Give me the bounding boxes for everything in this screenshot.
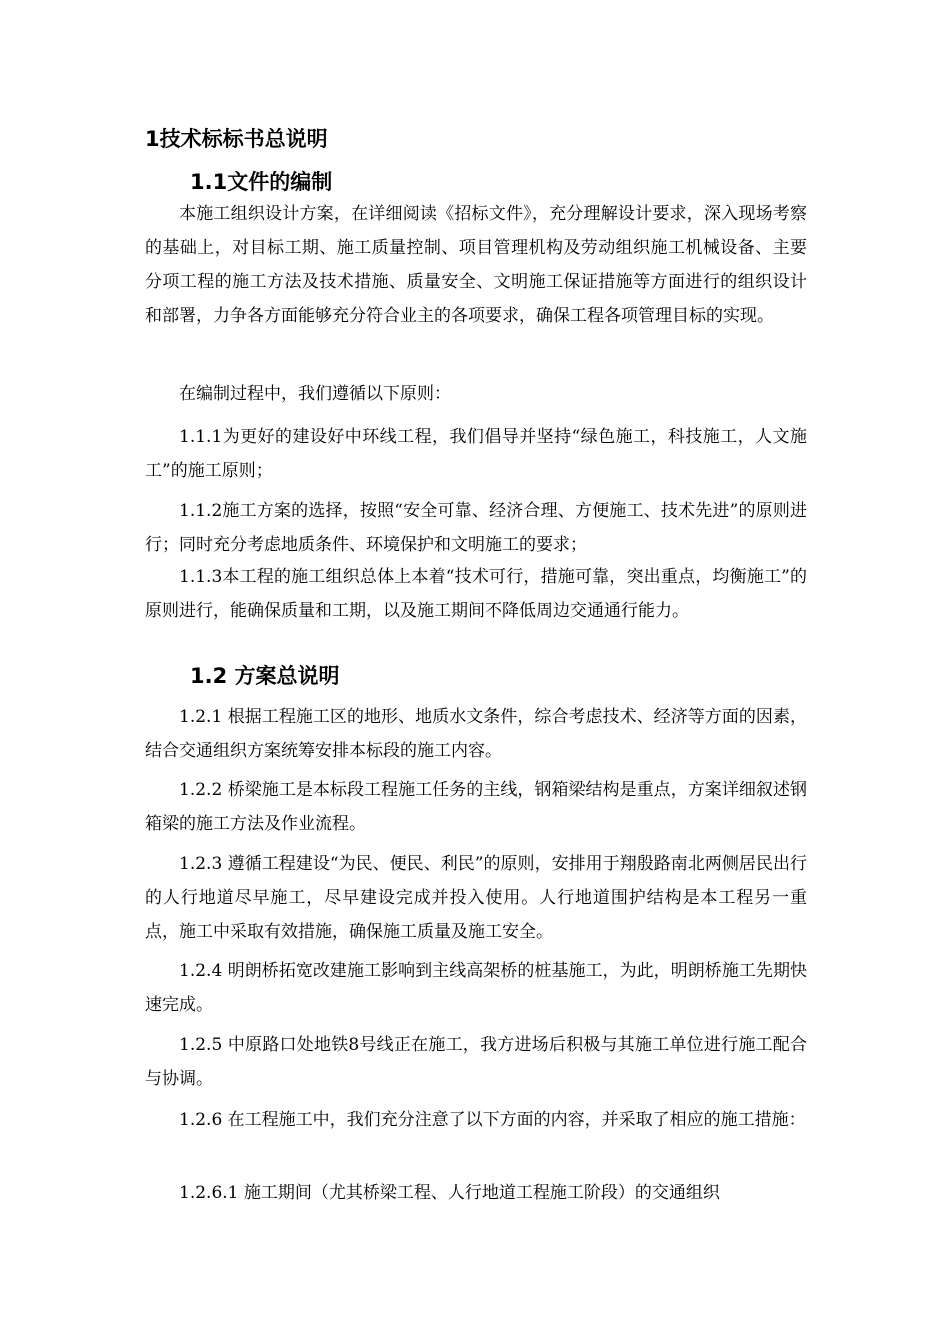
heading-technical-bid-overview: 1技术标标书总说明 bbox=[145, 127, 328, 151]
paragraph-1-1-1: 1.1.1为更好的建设好中环线工程，我们倡导并坚持“绿色施工，科技施工，人文施工”的施工原则； bbox=[145, 427, 807, 481]
heading-section-1-2: 1.2 方案总说明 bbox=[190, 664, 340, 688]
paragraph-principles-lead: 在编制过程中，我们遵循以下原则： bbox=[179, 384, 451, 404]
paragraph-1-2-6-1: 1.2.6.1 施工期间（尤其桥梁工程、人行地道工程施工阶段）的交通组织 bbox=[179, 1183, 720, 1203]
paragraph-1-2-1: 1.2.1 根据工程施工区的地形、地质水文条件，综合考虑技术、经济等方面的因素，结合交通组织方案统筹安排本标段的施工内容。 bbox=[145, 707, 807, 761]
paragraph-1-2-5: 1.2.5 中原路口处地铁8号线正在施工，我方进场后积极与其施工单位进行施工配合与协调。 bbox=[145, 1035, 807, 1089]
paragraph-1-2-2: 1.2.2 桥梁施工是本标段工程施工任务的主线，钢箱梁结构是重点，方案详细叙述钢箱梁的施工方法及作业流程。 bbox=[145, 780, 807, 834]
heading-section-1-1: 1.1文件的编制 bbox=[190, 170, 333, 194]
paragraph-1-2-3: 1.2.3 遵循工程建设“为民、便民、利民”的原则，安排用于翔殷路南北两侧居民出行的人行地道尽早施工，尽早建设完成并投入使用。人行地道围护结构是本工程另一重点，施工中采取有效措施，确保施工质量及施工安全。 bbox=[145, 854, 807, 942]
paragraph-1-2-4: 1.2.4 明朗桥拓宽改建施工影响到主线高架桥的桩基施工，为此，明朗桥施工先期快速完成。 bbox=[145, 961, 807, 1015]
paragraph-1-1-3: 1.1.3本工程的施工组织总体上本着“技术可行，措施可靠，突出重点，均衡施工”的原则进行，能确保质量和工期，以及施工期间不降低周边交通通行能力。 bbox=[145, 567, 807, 621]
paragraph-1-1-2: 1.1.2施工方案的选择，按照“安全可靠、经济合理、方便施工、技术先进”的原则进行；同时充分考虑地质条件、环境保护和文明施工的要求； bbox=[145, 501, 807, 555]
paragraph-intro: 本施工组织设计方案，在详细阅读《招标文件》，充分理解设计要求，深入现场考察的基础上，对目标工期、施工质量控制、项目管理机构及劳动组织施工机械设备、主要分项工程的施工方法及技术措施、质量安全、文明施工保证措施等方面进行的组织设计和部署，力争各方面能够充分符合业主的各项要求，确保工程各项管理目标的实现。 bbox=[145, 204, 807, 326]
paragraph-1-2-6: 1.2.6 在工程施工中，我们充分注意了以下方面的内容，并采取了相应的施工措施： bbox=[179, 1110, 806, 1130]
